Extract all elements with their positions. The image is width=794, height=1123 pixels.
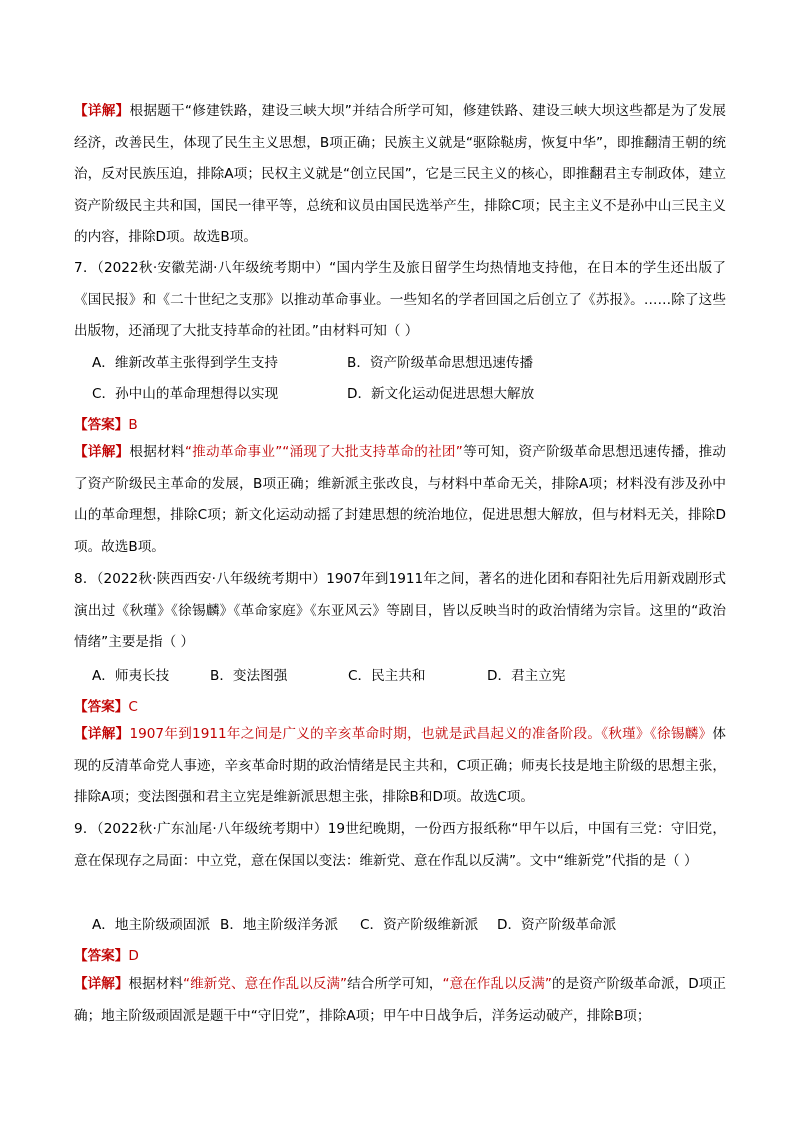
q9-detail [74, 969, 726, 1032]
q7-detail-post: 等可知，资产阶级革命思想迅速传播，推动了资产阶级民主革命的发展，B项正确；维新派主张改良，与材料中革命无关，排除A项；材料没有涉及孙中山的革命理想，排除C项；新文化运动动摇了封建思想的统治地位，促进思想大解放，但与材料无关，排除D项。故选B项。 [74, 444, 727, 555]
q9-detail-highlight-2: “意在作乱以反满” [442, 976, 552, 992]
q9-stem-text: 9．（2022秋·广东汕尾·八年级统考期中）19世纪晚期，一份西方报纸称“甲午以后，中国有三党：守旧党，意在保现存之局面：中立党，意在保国以变法：维新党、意在作乱以反满”。文中“维新党”代指的是（ ） [74, 821, 726, 869]
q6-detail [74, 96, 726, 254]
q7-stem-text: 7．（2022秋·安徽芜湖·八年级统考期中）“国内学生及旅日留学生均热情地支持他，在日本的学生还出版了《国民报》和《二十世纪之支那》以推动革命事业。一些知名的学者回国之后创立了《苏报》。……除了这些出版物，还涌现了大批支持革命的社团。”由材料可知（ ） [74, 260, 726, 339]
q9-detail-post: 的是资产阶级革命派，D项正确；地主阶级顽固派是题干中“守旧党”，排除A项；甲午中日战争后，洋务运动破产，排除B项； [74, 976, 727, 1024]
q8-option-b: B．变法图强 [210, 668, 288, 684]
q8-option-a: A．师夷长技 [92, 668, 170, 684]
q7-option-b: B．资产阶级革命思想迅速传播 [347, 355, 534, 371]
q9-detail-mid: 结合所学可知， [347, 976, 443, 992]
q7-option-d: D．新文化运动促进思想大解放 [347, 386, 535, 402]
answer-label: 【答案】 [74, 699, 129, 715]
q7-answer [74, 413, 138, 433]
q9-option-c: C．资产阶级维新派 [360, 917, 479, 933]
q8-stem-text: 8．（2022秋·陕西西安·八年级统考期中）1907年到1911年之间，著名的进化团和春阳社先后用新戏剧形式演出过《秋瑾》《徐锡麟》《革命家庭》《东亚风云》等剧目，皆以反映当时的政治情绪为宗旨。这里的“政治情绪”主要是指（ ） [74, 571, 726, 650]
q9-option-b: B．地主阶级洋务派 [220, 917, 339, 933]
q9-answer [74, 944, 139, 964]
q8-option-c: C．民主共和 [348, 668, 426, 684]
q7-detail-highlight: “推动革命事业”“涌现了大批支持革命的社团” [184, 444, 463, 460]
q6-detail-text: 根据题干“修建铁路，建设三峡大坝”并结合所学可知，修建铁路、建设三峡大坝这些都是为了发展经济，改善民生，体现了民生主义思想，B项正确；民族主义就是“驱除鞑虏，恢复中华”，即推翻清王朝的统治，反对民族压迫，排除A项；民权主义就是“创立民国”，它是三民主义的核心，即推翻君主专制政体，建立资产阶级民主共和国，国民一律平等，总统和议员由国民选举产生，排除C项；民主主义不是孙中山三民主义的内容，排除D项。故选B项。 [74, 103, 726, 245]
q7-stem [74, 253, 726, 348]
q8-stem [74, 564, 726, 659]
detail-label: 【详解】 [74, 444, 130, 460]
q8-detail-post: 体现的反清革命党人事迹，辛亥革命时期的政治情绪是民主共和，C项正确；师夷长技是地主阶级的思想主张，排除A项；变法图强和君主立宪是维新派思想主张，排除B和D项。故选C项。 [74, 726, 727, 805]
q8-detail [74, 719, 726, 814]
q9-option-d: D．资产阶级革命派 [497, 917, 617, 933]
detail-label: 【详解】 [74, 976, 129, 992]
q8-option-d: D．君主立宪 [487, 668, 566, 684]
q7-detail-pre: 根据材料 [129, 444, 185, 460]
detail-label: 【详解】 [74, 103, 130, 119]
q8-detail-highlight: 1907年到1911年之间是广义的辛亥革命时期，也就是武昌起义的准备阶段。《秋瑾》《徐锡麟》 [129, 726, 713, 742]
q7-detail [74, 437, 726, 563]
q7-option-c: C．孙中山的革命理想得以实现 [92, 386, 279, 402]
q8-answer [74, 695, 138, 715]
q9-detail-pre: 根据材料 [128, 976, 184, 992]
q9-stem [74, 814, 726, 877]
answer-label: 【答案】 [74, 417, 129, 433]
q9-detail-highlight-1: “维新党、意在作乱以反满” [183, 976, 348, 992]
detail-label: 【详解】 [74, 726, 130, 742]
q9-option-a: A．地主阶级顽固派 [92, 917, 211, 933]
q8-answer-value: C [128, 699, 138, 715]
q7-answer-value: B [128, 417, 138, 433]
answer-label: 【答案】 [74, 948, 129, 964]
q9-answer-value: D [128, 948, 139, 964]
q7-option-a: A．维新改革主张得到学生支持 [92, 355, 279, 371]
